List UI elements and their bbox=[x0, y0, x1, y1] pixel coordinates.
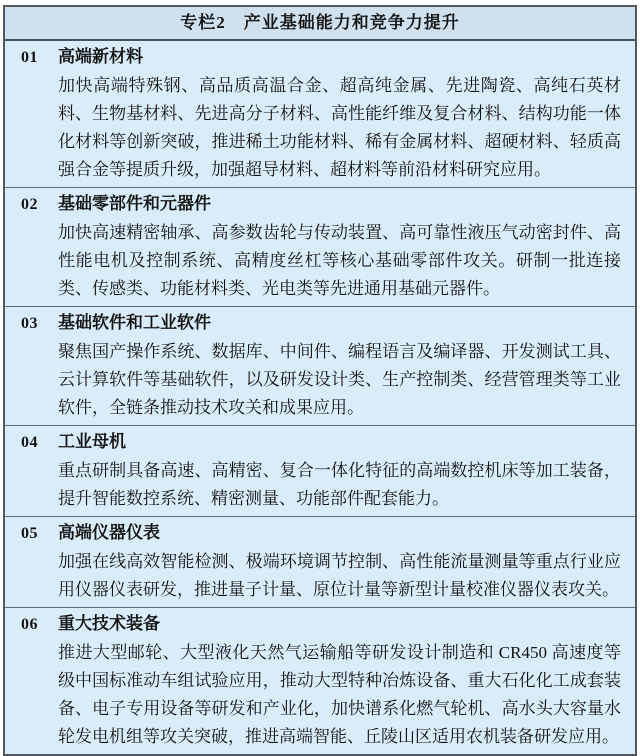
section-heading bbox=[21, 309, 621, 338]
section-heading bbox=[21, 428, 621, 457]
section-heading bbox=[21, 43, 621, 72]
section bbox=[5, 188, 635, 307]
section-heading bbox=[21, 610, 621, 639]
section-body: 加强在线高效智能检测、极端环境调节控制、高性能流量测量等重点行业应用仪器仪表研发，推进量子计量、原位计量等新型计量校准仪器仪表攻关。 bbox=[58, 552, 621, 599]
section bbox=[5, 517, 635, 608]
section-title: 高端新材料 bbox=[58, 47, 143, 66]
section-body: 加快高端特殊钢、高品质高温合金、超高纯金属、先进陶瓷、高纯石英材料、生物基材料、先进高分子材料、高性能纤维及复合材料、结构功能一体化材料等创新突破，推进稀土功能材料、稀有金属材料、超硬材料、轻质高强合金等提质升级，加强超导材料、超材料等前沿材料研究应用。 bbox=[58, 76, 621, 179]
section-number: 05 bbox=[21, 525, 38, 542]
section bbox=[5, 608, 635, 754]
column-box bbox=[3, 5, 637, 756]
section-title: 重大技术装备 bbox=[58, 614, 160, 633]
section-title: 工业母机 bbox=[58, 432, 126, 451]
section-body: 加快高速精密轴承、高参数齿轮与传动装置、高可靠性液压气动密封件、高性能电机及控制系统、高精度丝杠等核心基础零部件攻关。研制一批连接类、传感类、功能材料类、光电类等先进通用基础元器件。 bbox=[58, 223, 621, 298]
section-number: 03 bbox=[21, 315, 38, 332]
section-number: 01 bbox=[21, 49, 38, 66]
section bbox=[5, 426, 635, 517]
sections bbox=[5, 41, 635, 754]
section-heading bbox=[21, 190, 621, 219]
section bbox=[5, 307, 635, 426]
section-body: 聚焦国产操作系统、数据库、中间件、编程语言及编译器、开发测试工具、云计算软件等基础软件，以及研发设计类、生产控制类、经营管理类等工业软件，全链条推动技术攻关和成果应用。 bbox=[58, 342, 621, 417]
section-number: 06 bbox=[21, 616, 38, 633]
section-title: 基础软件和工业软件 bbox=[58, 313, 211, 332]
section-number: 04 bbox=[21, 434, 38, 451]
section-body: 推进大型邮轮、大型液化天然气运输船等研发设计制造和 CR450 高速度等级中国标准动车组试验应用，推动大型特种冶炼设备、重大石化化工成套装备、电子专用设备等研发和产业化，加快谱系化燃气轮机、高水头大容量水轮发电机组等攻关突破，推进高端智能、丘陵山区适用农机装备研发应用。 bbox=[58, 643, 621, 746]
section bbox=[5, 41, 635, 188]
section-number: 02 bbox=[21, 196, 38, 213]
section-body: 重点研制具备高速、高精密、复合一体化特征的高端数控机床等加工装备，提升智能数控系统、精密测量、功能部件配套能力。 bbox=[58, 461, 621, 508]
box-title: 专栏2 产业基础能力和竞争力提升 bbox=[5, 7, 635, 41]
section-heading bbox=[21, 519, 621, 548]
section-title: 高端仪器仪表 bbox=[58, 523, 160, 542]
section-title: 基础零部件和元器件 bbox=[58, 194, 211, 213]
